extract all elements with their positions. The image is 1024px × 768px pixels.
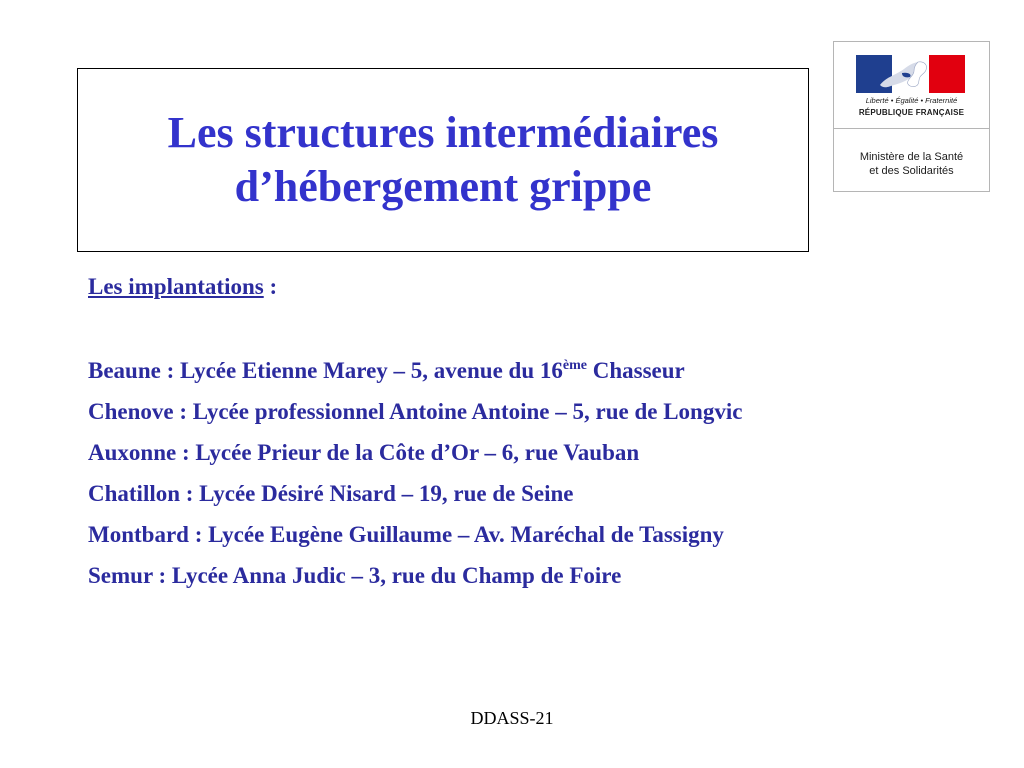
title-box xyxy=(77,68,809,252)
section-heading xyxy=(88,270,988,310)
logo-ministry-line-1: Ministère de la Santé xyxy=(859,151,964,163)
site-superscript: ème xyxy=(562,358,587,373)
logo-motto: Liberté • Égalité • Fraternité xyxy=(865,96,958,105)
site-line-auxonne: Auxonne : Lycée Prieur de la Côte d’Or – 6, rue Vauban xyxy=(88,440,640,465)
marianne-flag-icon xyxy=(856,55,965,93)
site-line-beaune xyxy=(88,350,988,391)
title-line-2: d’hébergement grippe xyxy=(234,162,652,211)
site-line-chenove: Chenove : Lycée professionnel Antoine Antoine – 5, rue de Longvic xyxy=(88,399,743,424)
spacer xyxy=(88,310,988,350)
title-line-1: Les structures intermédiaires xyxy=(167,108,719,157)
site-text: Beaune : Lycée Etienne Marey – 5, avenue du 16 xyxy=(88,358,563,383)
slide-content xyxy=(88,270,988,596)
section-heading-label: Les implantations xyxy=(88,274,264,299)
logo-republique-francaise: RÉPUBLIQUE FRANÇAISE xyxy=(858,108,965,117)
logo-ministry-line-2: et des Solidarités xyxy=(869,165,954,177)
logo-divider xyxy=(834,128,989,129)
site-line-montbard: Montbard : Lycée Eugène Guillaume – Av. Maréchal de Tassigny xyxy=(88,522,724,547)
footer-label: DDASS-21 xyxy=(470,708,554,728)
site-line-semur: Semur : Lycée Anna Judic – 3, rue du Champ de Foire xyxy=(88,563,622,588)
site-text-tail: Chasseur xyxy=(586,358,685,383)
site-line-chatillon: Chatillon : Lycée Désiré Nisard – 19, rue de Seine xyxy=(88,481,574,506)
republique-francaise-logo xyxy=(833,41,990,192)
logo-ministry xyxy=(834,150,989,178)
section-heading-colon: : xyxy=(263,274,278,299)
